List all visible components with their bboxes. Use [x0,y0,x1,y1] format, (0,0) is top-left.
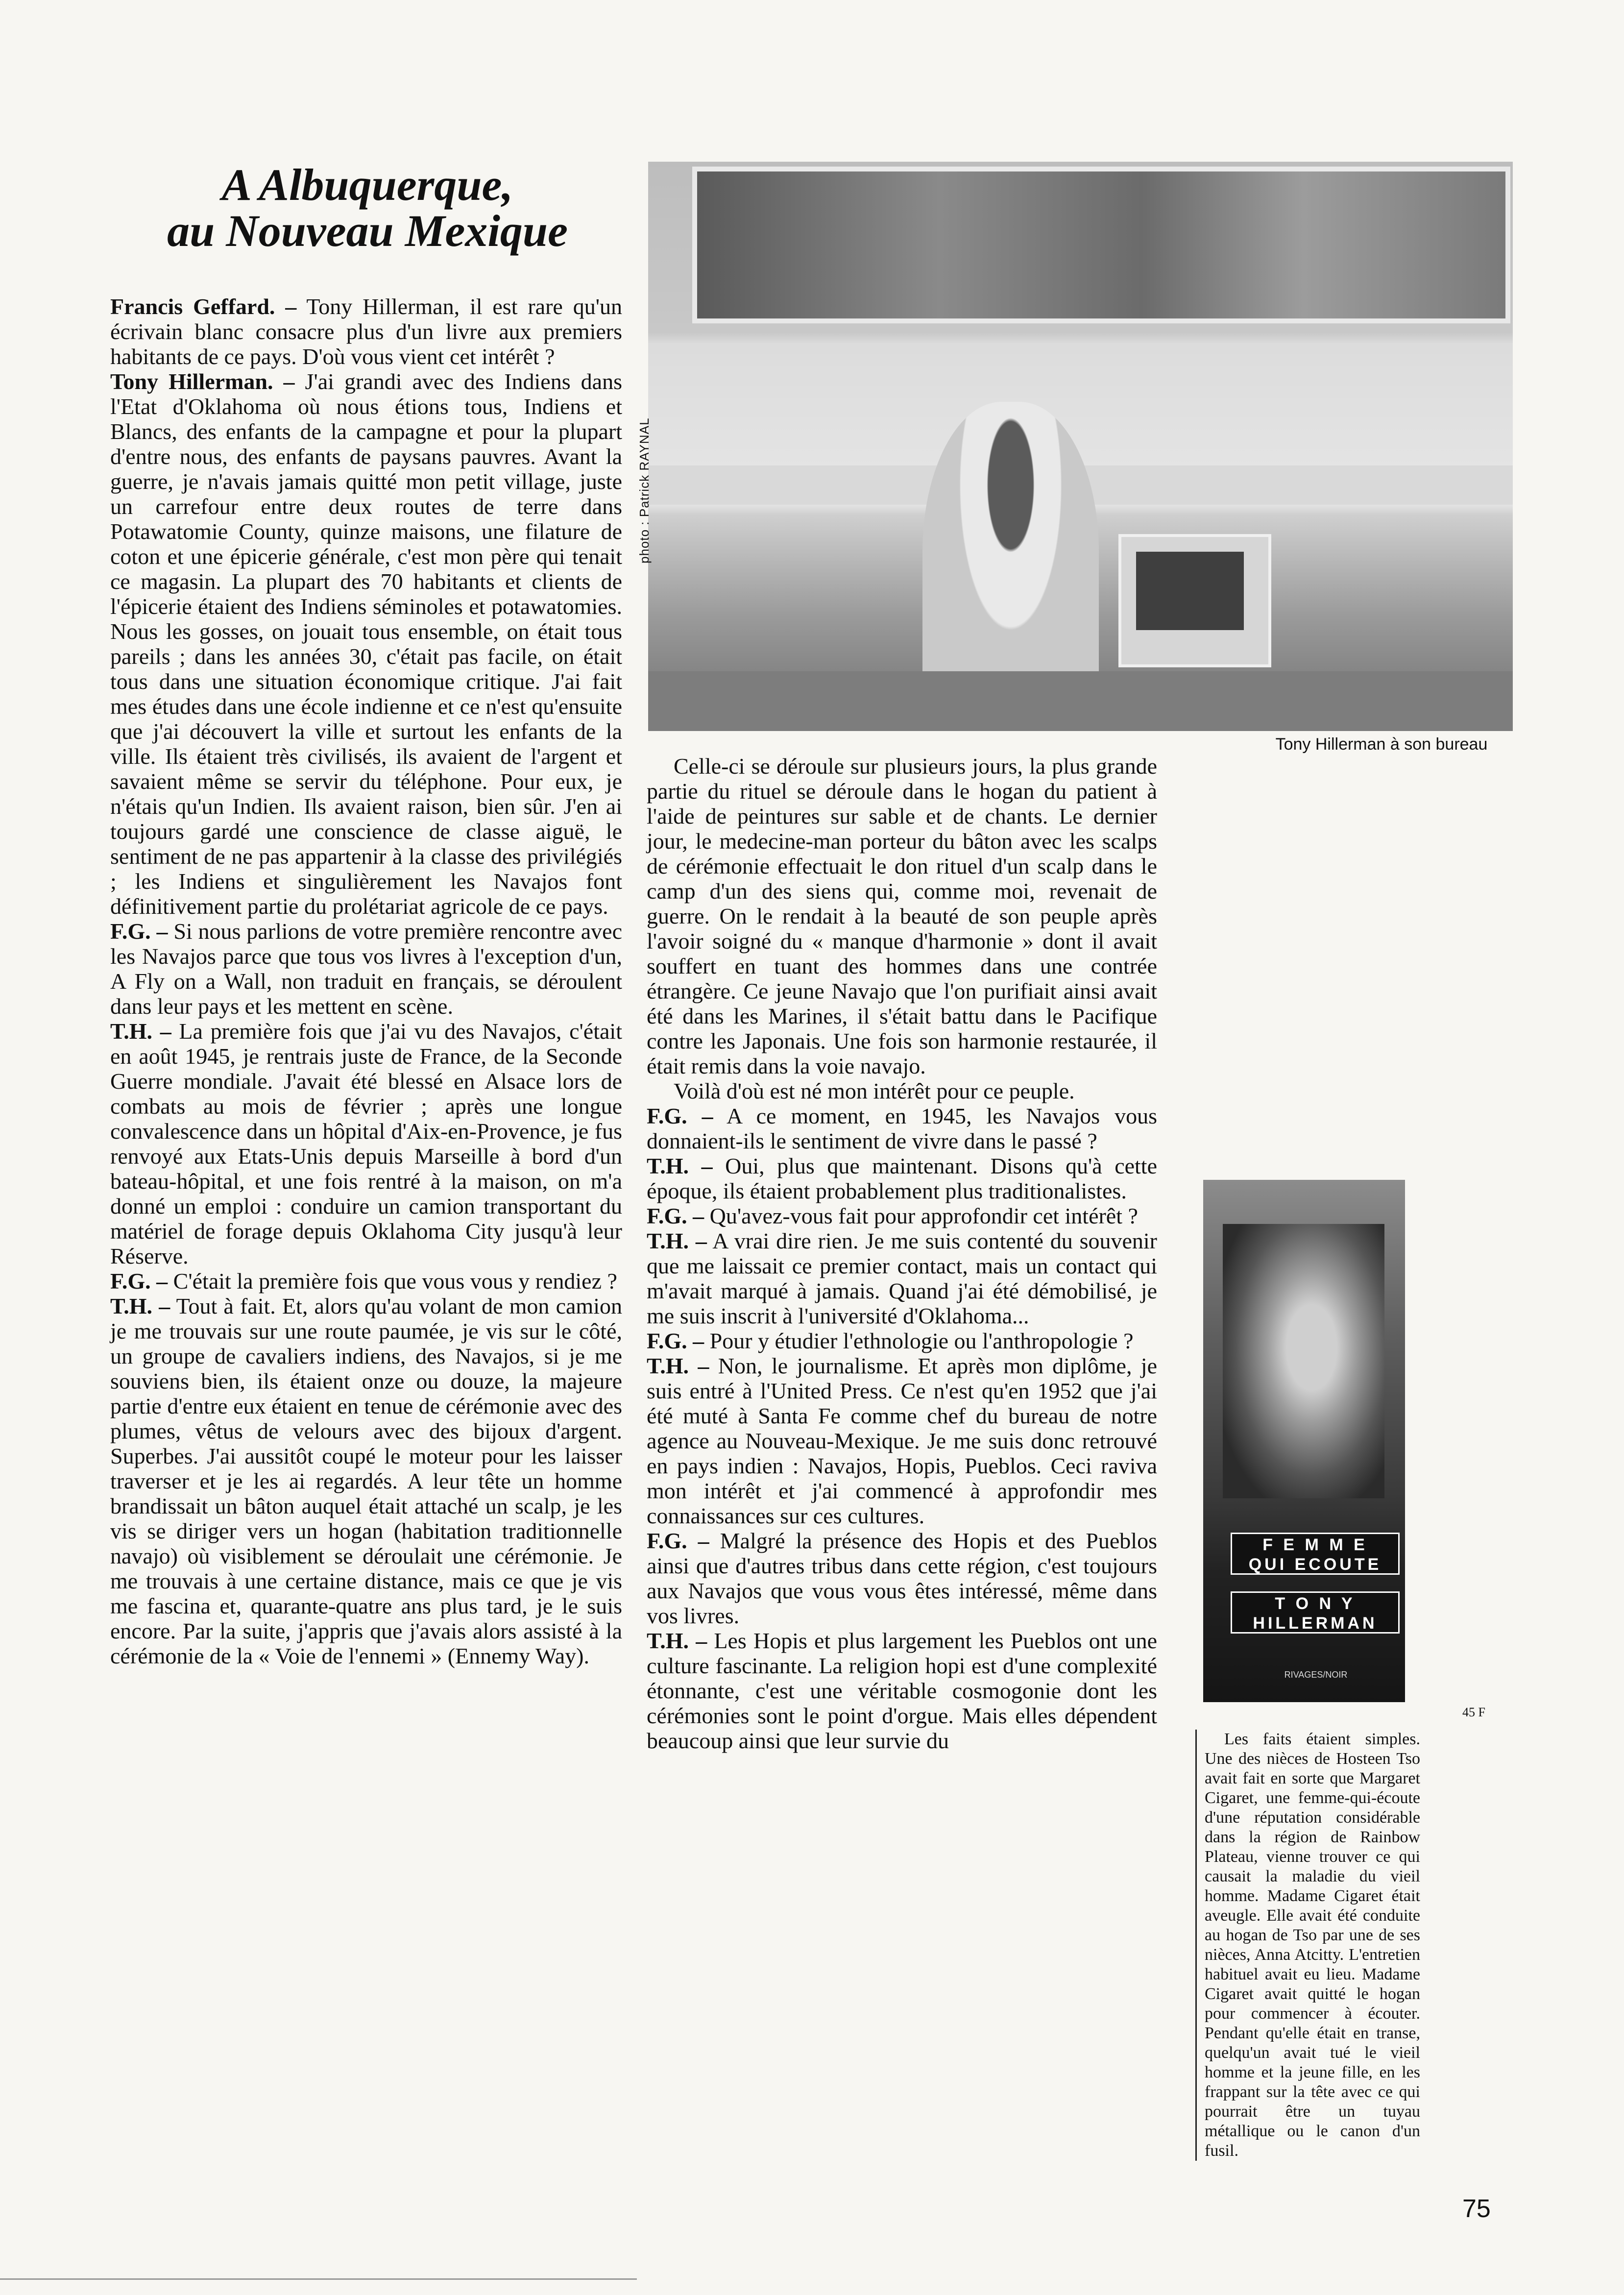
paragraph-text: Oui, plus que maintenant. Disons qu'à cette époque, ils étaient probablement plus traditionalistes. [647,1153,1158,1203]
paragraph [647,1153,1157,1203]
book-cover-portrait [1223,1224,1384,1498]
speaker: F.G. – [647,1103,713,1128]
paragraph [110,1294,622,1668]
paragraph [647,1353,1157,1528]
photo-credit: photo : Patrick RAYNAL [637,417,652,563]
speaker: Francis Geffard. – [110,294,297,319]
paragraph-text: Les Hopis et plus largement les Pueblos ont une culture fascinante. La religion hopi est d'une complexité étonnante, c'est une véritable cosmogonie dont les cérémonies sont le point d'orgue. Mais elles dépendent beaucoup ainsi que leur survie du [647,1628,1157,1753]
book-author-band [1231,1591,1400,1634]
speaker: T.H. – [647,1628,707,1653]
photo-window [692,167,1510,323]
paragraph [110,1269,622,1294]
title-line-2: au Nouveau Mexique [167,206,568,256]
paragraph [647,1228,1157,1328]
speaker: T.H. – [110,1294,170,1318]
paragraph [647,1203,1157,1228]
speaker: F.G. – [647,1203,704,1228]
paragraph [110,919,622,1019]
speaker: T.H. – [647,1353,709,1378]
photo-monitor-screen [1136,552,1244,630]
photo-monitor [1118,534,1271,667]
paragraph-text: J'ai grandi avec des Indiens dans l'Etat d'Oklahoma où nous étions tous, Indiens et Blancs, des enfants de la campagne et pour la plupart d'entre nous, des enfants de paysans pauvres. Avant la guerre, je n'avais jamais quitté mon petit village, juste un carrefour entre deux routes de terre dans Potawatomie County, quinze maisons, une filature de coton et une épicerie générale, c'est mon père qui tenait ce magasin. La plupart des 70 habitants et clients de l'épicerie étaient des Indiens séminoles et potawatomies. Nous les gosses, on jouait tous ensemble, on était tous pareils ; dans les années 30, c'était pas facile, on était tous dans une situation économique critique. J'ai fait mes études dans une école indienne et ce n'est qu'ensuite que j'ai découvert la ville et surtout les enfants de la ville. Ils étaient très civilisés, ils avaient de l'argent et savaient même se servir du téléphone. Pour eux, je n'étais qu'un Indien. Ils avaient raison, bien sûr. J'en ai toujours gardé une conscience de classe aiguë, le sentiment de ne pas appartenir à la classe des privilégiés ; les Indiens et singulièrement les Navajos font définitivement partie du prolétariat agricole de ce pays. [110,369,622,919]
bottom-rule [0,2278,637,2280]
right-column-excerpt [1195,1730,1420,2161]
speaker: F.G. – [647,1528,709,1553]
paragraph-text: Celle-ci se déroule sur plusieurs jours, la plus grande partie du rituel se déroule dans le hogan du patient à l'aide de peintures sur sable et de chants. Le dernier jour, le medecine-man porteur du bâton avec les scalps de cérémonie effectuait le don rituel d'un scalp dans le camp d'un des siens qui, comme moi, revenait de guerre. On le rendait à la beauté de son peuple après l'avoir soigné du « manque d'harmonie » dont il avait souffert en tuant des hommes dans une contrée étrangère. Ce jeune Navajo que l'on purifiait ainsi avait été dans les Marines, il s'était battu dans le Pacifique contre les Japonais. Une fois son harmonie restaurée, il était remis dans la voie navajo. [647,754,1157,1078]
speaker: Tony Hillerman. – [110,369,295,394]
paragraph-text: Voilà d'où est né mon intérêt pour ce peuple. [674,1078,1075,1103]
book-author-line-2: HILLERMAN [1253,1614,1378,1633]
book-title-band [1231,1533,1400,1575]
book-title-line-1: F E M M E [1262,1536,1368,1554]
paragraph [110,1019,622,1269]
paragraph-text: A vrai dire rien. Je me suis contenté du souvenir que me laissait ce premier contact, mais un contact qui m'avait marqué à jamais. Quand j'ai été démobilisé, je me suis inscrit à l'université d'Oklahoma... [647,1228,1157,1328]
photo-desk [648,671,1513,731]
paragraph [647,754,1157,1078]
paragraph-text: Pour y étudier l'ethnologie ou l'anthropologie ? [709,1328,1134,1353]
photo-caption: Tony Hillerman à son bureau [1275,735,1488,754]
paragraph-text: Si nous parlions de votre première rencontre avec les Navajos parce que tous vos livres à l'exception d'un, A Fly on a Wall, non traduit en français, se déroulent dans leur pays et les mettent en scène. [110,919,622,1019]
speaker: T.H. – [647,1228,707,1253]
paragraph-text: Qu'avez-vous fait pour approfondir cet intérêt ? [709,1203,1138,1228]
paragraph-text: La première fois que j'ai vu des Navajos, c'était en août 1945, je rentrais juste de France, de la Seconde Guerre mondiale. J'avait été blessé en Alsace lors de combats au mois de février ; après une longue convalescence dans un hôpital d'Aix-en-Provence, je fus renvoyé aux Etats-Unis depuis Marseille à bord d'un bateau-hôpital, et une fois rentré à la maison, on m'a donné un emploi : conduire un camion transportant du matériel de forage depuis Oklahoma City jusqu'à leur Réserve. [110,1019,622,1269]
paragraph-text: Tout à fait. Et, alors qu'au volant de mon camion je me trouvais sur une route paumée, je vis sur le côté, un groupe de cavaliers indiens, des Navajos, si je me souviens bien, ils étaient onze ou douze, la majeure partie d'entre eux étaient en tenue de cérémonie avec des plumes, vêtus de velours avec des bijoux d'argent. Superbes. J'ai aussitôt coupé le moteur pour les laisser traverser et je les ai regardés. A leur tête un homme brandissait un bâton auquel était attaché un scalp, je les vis se diriger vers un hogan (habitation traditionnelle navajo) où visiblement se déroulait une cérémonie. Je me trouvais à une certaine distance, mais ce que je vis me fascina et, quarante-quatre ans plus tard, je le suis encore. Par la suite, j'appris que j'avais alors assisté à la cérémonie de la « Voie de l'ennemi » (Ennemy Way). [110,1294,622,1668]
paragraph [110,369,622,919]
paragraph [647,1628,1157,1753]
paragraph [110,294,622,369]
article-title [108,162,627,254]
author-photo [648,162,1513,731]
speaker: F.G. – [110,1269,168,1294]
book-price: 45 F [1462,1705,1485,1719]
speaker: F.G. – [110,919,168,944]
paragraph [647,1103,1157,1153]
paragraph-text: Non, le journalisme. Et après mon diplôme, je suis entré à l'United Press. Ce n'est qu'en 1952 que j'ai été muté à Santa Fe comme chef du bureau de notre agence au Nouveau-Mexique. Je me suis donc retrouvé en pays indien : Navajos, Hopis, Pueblos. Ceci raviva mon intérêt et j'ai commencé à approfondir mes connaissances sur ces cultures. [647,1353,1157,1528]
speaker: T.H. – [110,1019,171,1044]
speaker: F.G. – [647,1328,704,1353]
middle-column [647,754,1157,1753]
page-number: 75 [1462,2195,1491,2223]
book-author-line-1: T O N Y [1275,1594,1356,1613]
paragraph-text: Tony Hillerman, il est rare qu'un écrivain blanc consacre plus d'un livre aux premiers habitants de ce pays. D'où vous vient cet intérêt ? [110,294,622,369]
book-title-line-2: QUI ECOUTE [1248,1555,1382,1574]
excerpt-text: Les faits étaient simples. Une des nièces de Hosteen Tso avait fait en sorte que Margaret Cigaret, une femme-qui-écoute d'une réputation considérable dans la région de Rainbow Plateau, vienne trouver ce qui causait la maladie du vieil homme. Madame Cigaret était aveugle. Elle avait été conduite au hogan de Tso par une de ses nièces, Anna Atcitty. L'entretien habituel avait eu lieu. Madame Cigaret avait quitté le hogan pour commencer à écouter. Pendant qu'elle était en transe, quelqu'un avait tué le vieil homme et la jeune fille, en les frappant sur la tête avec ce qui pourrait être un tuyau métallique ou le canon d'un fusil. [1205,1730,1420,2160]
book-publisher: RIVAGES/NOIR [1284,1670,1348,1680]
title-line-1: A Albuquerque, [221,160,513,210]
book-cover [1203,1180,1405,1702]
left-column [110,294,622,1668]
speaker: T.H. – [647,1153,713,1178]
paragraph-text: C'était la première fois que vous vous y rendiez ? [173,1269,617,1294]
paragraph [647,1328,1157,1353]
paragraph [647,1528,1157,1628]
paragraph [647,1078,1157,1103]
paragraph-text: Malgré la présence des Hopis et des Pueblos ainsi que d'autres tribus dans cette région, c'est toujours aux Navajos que vous vous êtes intéressé, même dans vos livres. [647,1528,1157,1628]
paragraph-text: A ce moment, en 1945, les Navajos vous donnaient-ils le sentiment de vivre dans le passé ? [647,1103,1157,1153]
